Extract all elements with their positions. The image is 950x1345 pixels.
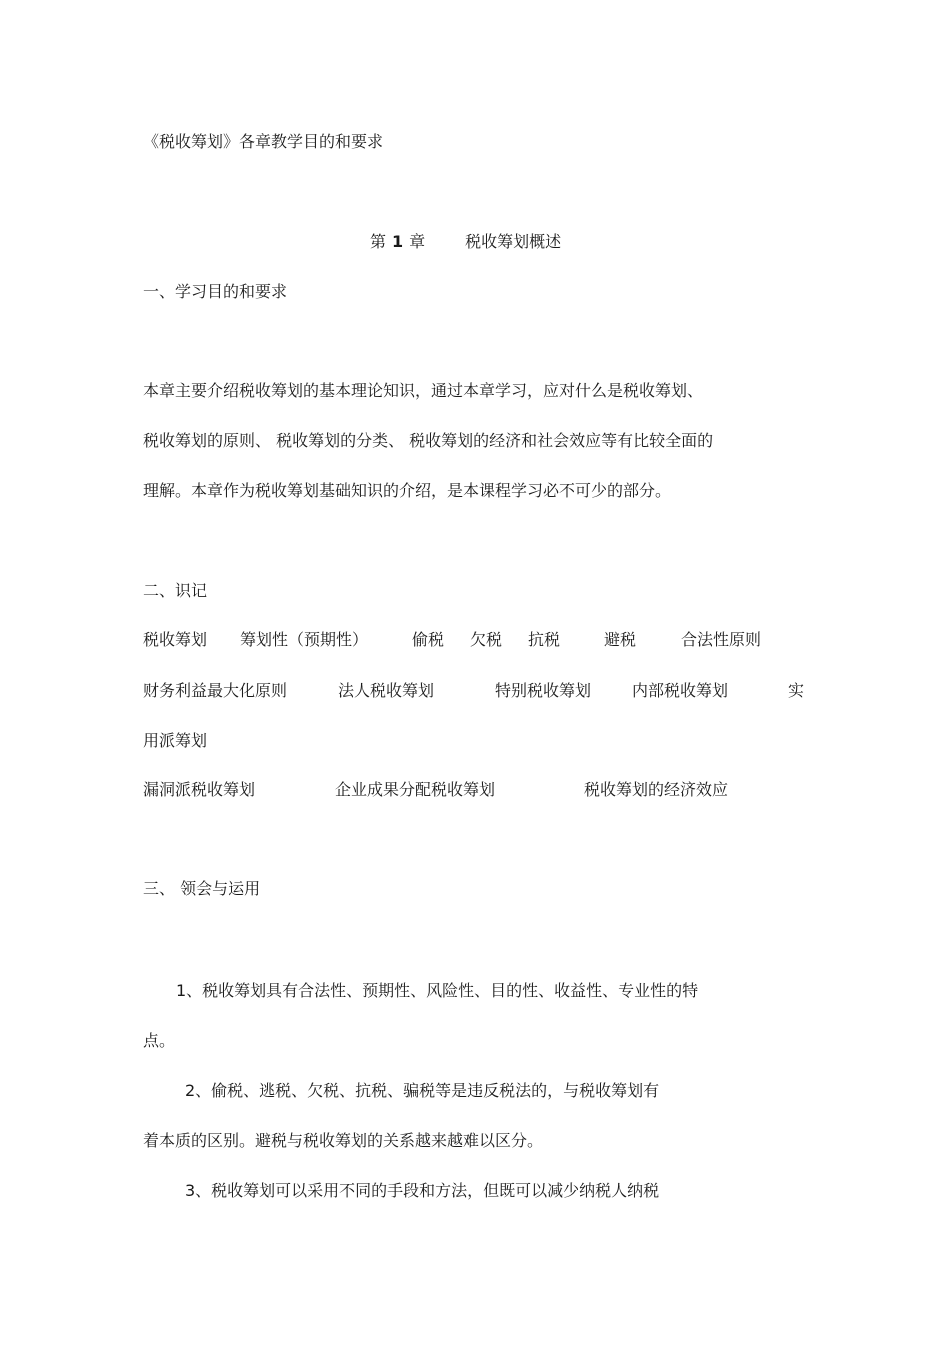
term-item: 漏洞派税收筹划 [143,780,256,799]
chapter-heading [370,232,561,252]
list-item-line: 2、偷税、逃税、欠税、抗税、骗税等是违反税法的，与税收筹划有 [185,1081,660,1100]
list-item-line: 着本质的区别。避税与税收筹划的关系越来越难以区分。 [143,1131,544,1150]
term-item: 实 [788,681,805,700]
list-item-line: 1、税收筹划具有合法性、预期性、风险性、目的性、收益性、专业性的特 [176,981,699,1000]
term-item: 税收筹划 [143,630,208,649]
term-item: 税收筹划的经济效应 [584,780,729,799]
term-item: 财务利益最大化原则 [143,681,288,700]
term-item: 欠税 [470,630,503,649]
term-item: 抗税 [528,630,561,649]
document-title: 《税收筹划》各章教学目的和要求 [143,132,384,151]
chapter-suffix: 章 [409,232,426,251]
paragraph-line: 本章主要介绍税收筹划的基本理论知识，通过本章学习，应对什么是税收筹划、 [143,381,704,400]
section-heading-comprehension: 三、 领会与运用 [143,879,261,898]
section-heading-memorize: 二、识记 [143,581,208,600]
term-item: 内部税收筹划 [632,681,729,700]
chapter-number: 1 [392,232,404,251]
list-item-line: 点。 [143,1031,176,1050]
term-item: 筹划性（预期性） [240,630,369,649]
section-heading-objectives: 一、学习目的和要求 [143,282,288,301]
term-item: 法人税收筹划 [338,681,435,700]
list-item-line: 3、税收筹划可以采用不同的手段和方法，但既可以减少纳税人纳税 [185,1181,660,1200]
term-item: 合法性原则 [681,630,762,649]
term-item: 用派筹划 [143,731,208,750]
chapter-title: 税收筹划概述 [465,232,562,251]
term-item: 特别税收筹划 [495,681,592,700]
chapter-prefix: 第 [370,232,387,251]
term-item: 偷税 [412,630,445,649]
term-item: 企业成果分配税收筹划 [335,780,496,799]
term-item: 避税 [604,630,637,649]
paragraph-line: 理解。本章作为税收筹划基础知识的介绍，是本课程学习必不可少的部分。 [143,481,672,500]
paragraph-line: 税收筹划的原则、 税收筹划的分类、 税收筹划的经济和社会效应等有比较全面的 [143,431,714,450]
